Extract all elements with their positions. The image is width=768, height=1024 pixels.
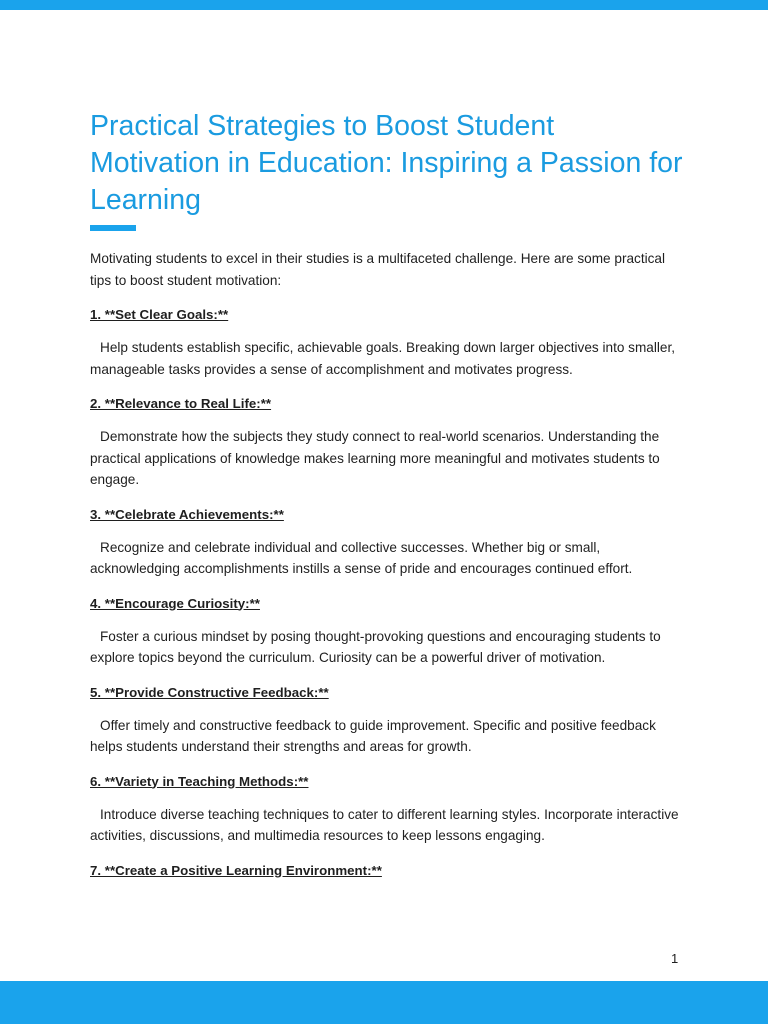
page-number: 1	[671, 951, 679, 966]
bottom-accent-bar	[0, 981, 768, 1024]
section-body-1: Help students establish specific, achievable goals. Breaking down larger objectives into smaller, manageable tasks provides a sense of accomplishment and motivates progress.	[90, 340, 676, 377]
section-body-5: Offer timely and constructive feedback to guide improvement. Specific and positive feedback helps students understand their strengths and areas for growth.	[90, 717, 656, 754]
intro-paragraph: Motivating students to excel in their studies is a multifaceted challenge. Here are some practical tips to boost student motivation:	[90, 251, 665, 288]
section-body-4: Foster a curious mindset by posing thought-provoking questions and encouraging students to explore topics beyond the curriculum. Curiosity can be a powerful driver of motivation.	[90, 628, 661, 665]
title-underline	[90, 225, 136, 231]
top-accent-bar	[0, 0, 768, 10]
section-heading-7: 7. **Create a Positive Learning Environment:**	[90, 862, 382, 878]
section-heading-3: 3. **Celebrate Achievements:**	[90, 506, 284, 522]
section-body-2: Demonstrate how the subjects they study connect to real-world scenarios. Understanding the practical applications of knowledge makes learning more meaningful and motivates students to engage.	[90, 429, 660, 487]
section-heading-5: 5. **Provide Constructive Feedback:**	[90, 684, 329, 700]
section-heading-6: 6. **Variety in Teaching Methods:**	[90, 773, 309, 789]
page-title: Practical Strategies to Boost Student Motivation in Education: Inspiring a Passion for Learning	[90, 110, 683, 216]
section-heading-1: 1. **Set Clear Goals:**	[90, 307, 229, 322]
section-heading-4: 4. **Encourage Curiosity:**	[90, 595, 260, 611]
page-content	[90, 108, 685, 881]
section-heading-2: 2. **Relevance to Real Life:**	[90, 396, 272, 411]
section-body-6: Introduce diverse teaching techniques to cater to different learning styles. Incorporate interactive activities, discussions, and multimedia resources to keep lessons engaging.	[90, 806, 679, 843]
section-body-3: Recognize and celebrate individual and collective successes. Whether big or small, acknowledging accomplishments instills a sense of pride and encourages continued effort.	[90, 539, 633, 576]
